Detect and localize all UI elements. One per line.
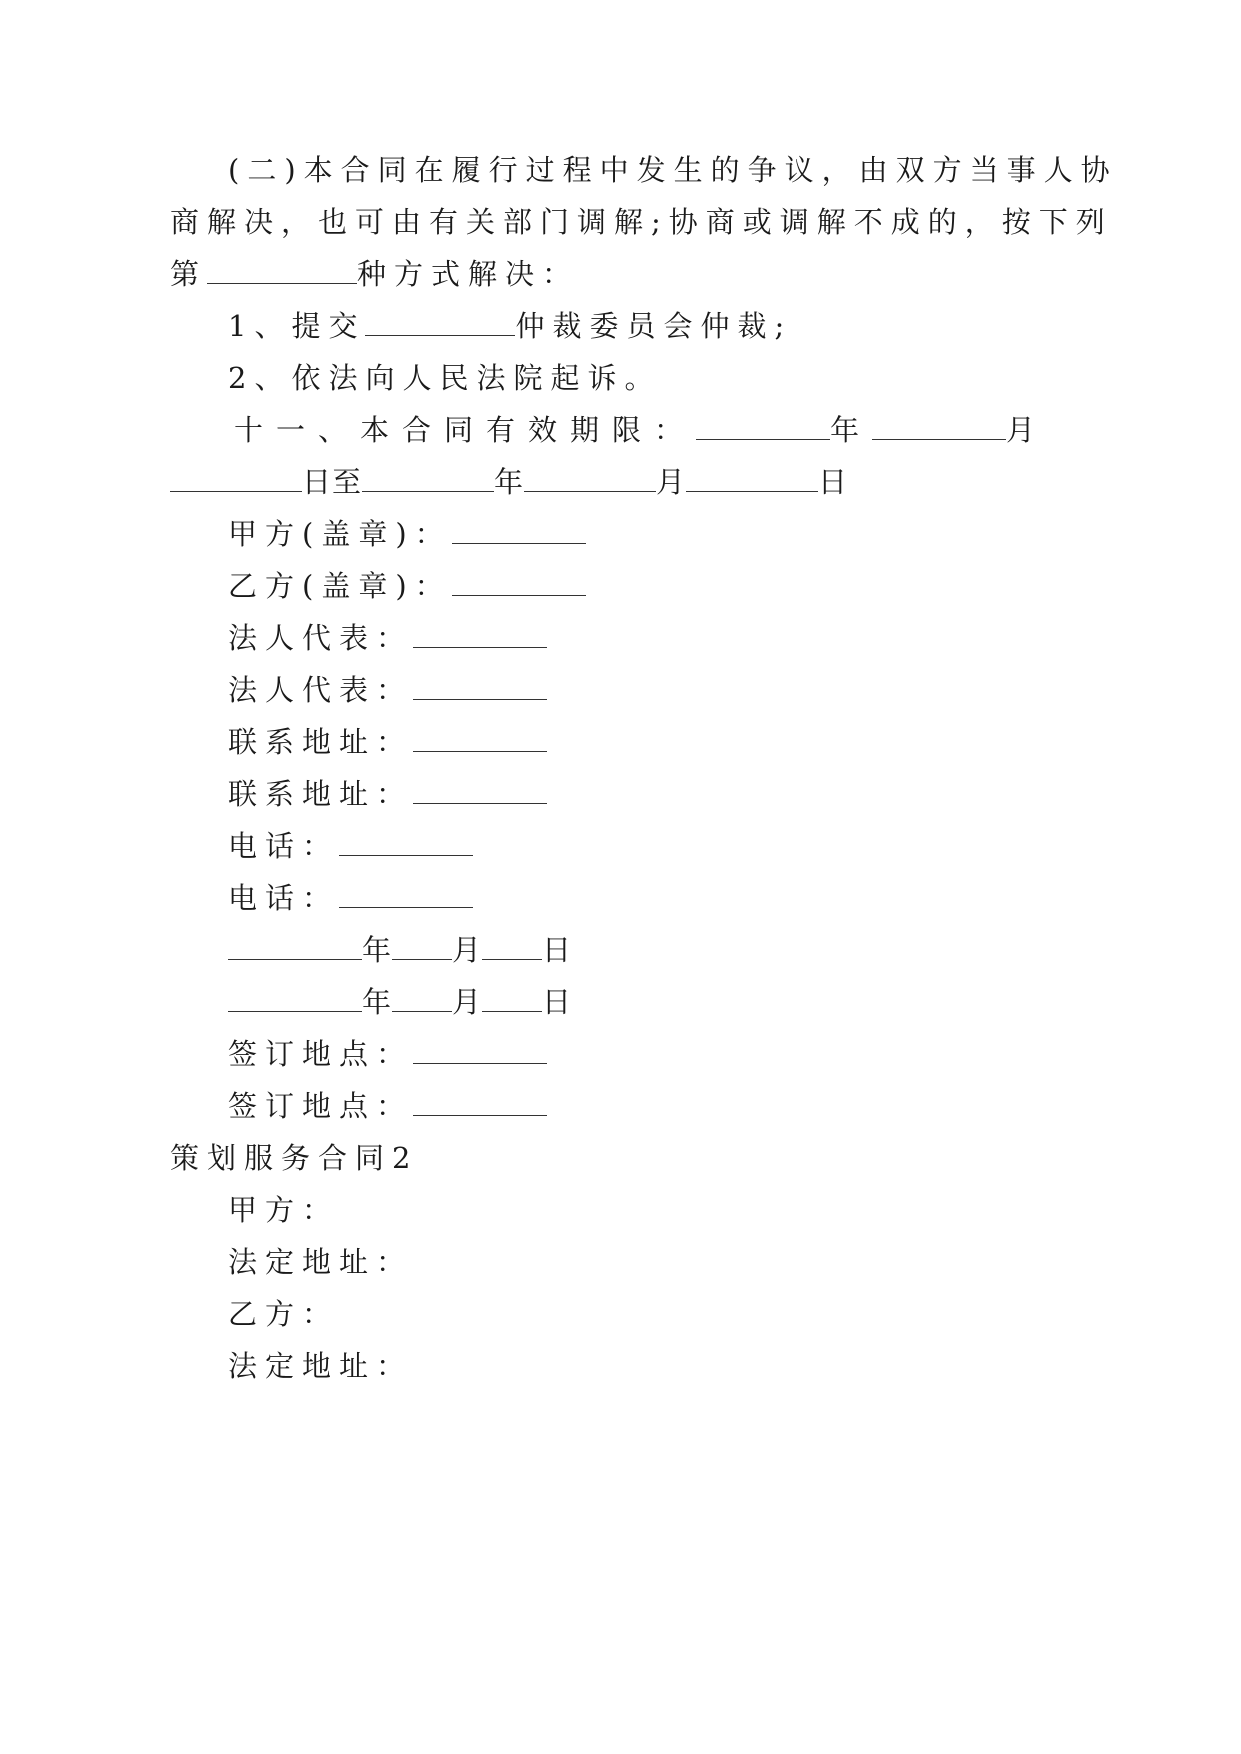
phone-a-blank[interactable] [339,831,473,856]
legal-rep-b-blank[interactable] [413,675,547,700]
validity-start-day-blank[interactable] [170,467,302,492]
address-a: 联系地址： [228,722,547,762]
arbitration-committee-blank[interactable] [365,311,515,336]
phone-b: 电话： [228,878,473,918]
sign-place-b-blank[interactable] [413,1091,547,1116]
party-b-seal-blank[interactable] [452,571,586,596]
option-court: 2、依法向人民法院起诉。 [228,361,662,395]
validity-period-line-1: 十一、本合同有效期限： 年 月 [234,413,1049,447]
sign-date-b-year-blank[interactable] [228,987,362,1012]
legal-rep-b: 法人代表： [228,670,547,710]
dispute-paragraph-line-3: 第 种方式解决： [170,257,580,291]
phone-b-blank[interactable] [339,883,473,908]
address-a-blank[interactable] [413,727,547,752]
contract-2-party-b: 乙方： [228,1297,340,1331]
contract-2-party-a: 甲方： [228,1193,340,1227]
contract-2-party-b-address: 法定地址： [228,1349,414,1383]
sign-date-b-month-blank[interactable] [392,987,452,1012]
sign-place-a: 签订地点： [228,1034,547,1074]
sign-place-b: 签订地点： [228,1086,547,1126]
option-arbitration: 1、提交 仲裁委员会仲裁; [228,309,793,343]
party-a-seal: 甲方(盖章)： [228,514,586,554]
dispute-paragraph-line-1: (二)本合同在履行过程中发生的争议，由双方当事人协 [228,153,1118,187]
dispute-paragraph-line-2: 商解决，也可由有关部门调解;协商或调解不成的，按下列 [170,205,1113,239]
validity-end-month-blank[interactable] [524,467,656,492]
sign-date-b-day-blank[interactable] [482,987,542,1012]
sign-date-a-year-blank[interactable] [228,935,362,960]
validity-end-year-blank[interactable] [362,467,494,492]
sign-date-a: 年 月 日 [228,930,572,970]
validity-start-month-blank[interactable] [872,415,1006,440]
sign-place-a-blank[interactable] [413,1039,547,1064]
legal-rep-a-blank[interactable] [413,623,547,648]
sign-date-b: 年 月 日 [228,982,572,1022]
validity-start-year-blank[interactable] [696,415,830,440]
address-b: 联系地址： [228,774,547,814]
address-b-blank[interactable] [413,779,547,804]
validity-end-day-blank[interactable] [686,467,818,492]
phone-a: 电话： [228,826,473,866]
party-b-seal: 乙方(盖章)： [228,566,586,606]
legal-rep-a: 法人代表： [228,618,547,658]
contract-2-party-a-address: 法定地址： [228,1245,414,1279]
method-number-blank[interactable] [207,259,357,284]
party-a-seal-blank[interactable] [452,519,586,544]
sign-date-a-day-blank[interactable] [482,935,542,960]
contract-2-title: 策划服务合同2 [170,1141,419,1175]
validity-period-line-2: 日至 年 月 日 [170,462,848,502]
sign-date-a-month-blank[interactable] [392,935,452,960]
